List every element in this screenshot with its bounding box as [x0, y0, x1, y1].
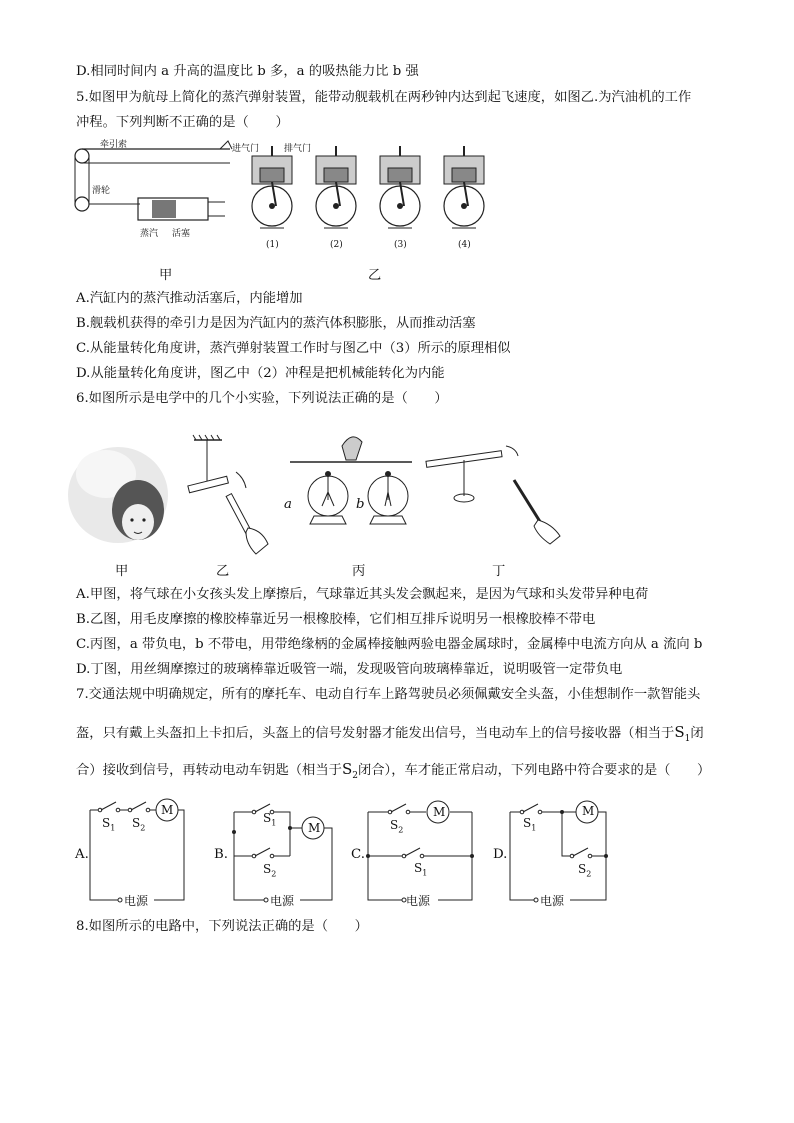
circuit-d-motor: M: [582, 804, 595, 818]
pulley-label: 滑轮: [92, 186, 111, 196]
q5-caption-yi: 乙: [368, 268, 382, 283]
circuit-a-s1: $S_1$: [102, 816, 116, 833]
q7-stem-line2: [76, 722, 704, 749]
q6-caption-jia: 甲: [115, 564, 129, 579]
q7-stem-line3: [76, 759, 710, 786]
q6-stem: 6.如图所示是电学中的几个小实验，下列说法正确的是（ ）: [76, 391, 448, 406]
steam-label: 蒸汽: [140, 229, 159, 239]
q7-stem-line1: 7.交通法规中明确规定，所有的摩托车、电动自行车上路驾驶员必须佩戴安全头盔，小佳想制作一款智能头: [76, 687, 701, 702]
q6-figure-ding: [422, 440, 572, 550]
q6-figure-yi: [180, 432, 280, 557]
piston-label: 活塞: [172, 229, 191, 239]
q8-stem: 8.如图所示的电路中，下列说法正确的是（ ）: [76, 919, 368, 934]
q4-option-d: D.相同时间内 a 升高的温度比 b 多，a 的吸热能力比 b 强: [76, 64, 419, 79]
q7-stem-s2: $S_2$: [341, 760, 358, 781]
q7-stem-line2-text: 盔，只有戴上头盔扣上卡扣后，头盔上的信号发射器才能发出信号，当电动车上的信号接收器（相当于: [76, 726, 675, 741]
circuit-d-power: 电源: [540, 894, 565, 908]
intake-valve-label: 进气门: [232, 144, 260, 154]
stroke-4-label: (4): [458, 240, 471, 250]
circuit-b-s1: $S_1$: [263, 811, 277, 828]
q5-caption-jia: 甲: [159, 268, 173, 283]
circuit-d-s1: $S_1$: [523, 816, 537, 833]
stroke-1-label: (1): [266, 240, 279, 250]
q6-option-b: B.乙图，用毛皮摩擦的橡胶棒靠近另一根橡胶棒，它们相互排斥说明另一根橡胶棒不带电: [76, 612, 596, 627]
q6-caption-ding: 丁: [492, 564, 506, 579]
circuit-c-power: 电源: [406, 894, 431, 908]
circuit-c-s2: $S_2$: [390, 818, 404, 835]
q5-option-d: D.从能量转化角度讲，图乙中（2）冲程是把机械能转化为内能: [76, 366, 445, 381]
circuit-b-power: 电源: [270, 894, 295, 908]
circuit-b-s2: $S_2$: [263, 862, 277, 879]
q7-option-b-label: B.: [214, 847, 228, 862]
q5-option-a: A.汽缸内的蒸汽推动活塞后，内能增加: [76, 291, 303, 306]
electroscope-a-label: a: [284, 497, 292, 512]
q6-caption-bing: 丙: [352, 564, 366, 579]
q7-stem-line2-tail: 闭: [690, 726, 704, 741]
q5-stem-line1: 5.如图甲为航母上简化的蒸汽弹射装置，能带动舰载机在两秒钟内达到起飞速度，如图乙.为汽油机的工作: [76, 90, 692, 105]
circuit-c-s1: $S_1$: [414, 861, 428, 878]
circuit-a-power: 电源: [124, 894, 149, 908]
circuit-a-motor: M: [161, 803, 174, 817]
circuit-a-s2: $S_2$: [132, 816, 146, 833]
circuit-b-motor: M: [308, 821, 321, 835]
circuit-c-motor: M: [433, 805, 446, 819]
electroscope-b-label: b: [356, 497, 365, 512]
exhaust-valve-label: 排气门: [284, 144, 312, 154]
q5-option-b: B.舰载机获得的牵引力是因为汽缸内的蒸汽体积膨胀，从而推动活塞: [76, 316, 476, 331]
q7-stem-line3-tail: 闭合），车才能正常启动，下列电路中符合要求的是（ ）: [357, 763, 711, 778]
q7-option-c-label: C.: [351, 847, 365, 862]
q6-option-a: A.甲图，将气球在小女孩头发上摩擦后，气球靠近其头发会飘起来，是因为气球和头发带异种电荷: [76, 587, 649, 602]
q7-option-a-label: A.: [75, 847, 89, 862]
traction-label: 牵引索: [100, 140, 128, 150]
q6-figure-jia: [66, 440, 176, 550]
q6-option-d: D.丁图，用丝绸摩擦过的玻璃棒靠近吸管一端，发现吸管向玻璃棒靠近，说明吸管一定带负电: [76, 662, 623, 677]
stroke-3-label: (3): [394, 240, 407, 250]
q5-stem-line2: 冲程。下列判断不正确的是（ ）: [76, 115, 289, 130]
q6-caption-yi: 乙: [216, 564, 230, 579]
circuit-d-s2: $S_2$: [578, 862, 592, 879]
stroke-2-label: (2): [330, 240, 343, 250]
q6-figure-bing: [286, 420, 416, 540]
q7-stem-s1: $S_1$: [674, 723, 691, 744]
q5-option-c: C.从能量转化角度讲，蒸汽弹射装置工作时与图乙中（3）所示的原理相似: [76, 341, 511, 356]
q5-figure-yi: [246, 144, 496, 254]
q6-option-c: C.丙图，a 带负电，b 不带电，用带绝缘柄的金属棒接触两验电器金属球时，金属棒中电流方向从 a 流向 b: [76, 637, 703, 652]
q7-stem-line3-text: 合）接收到信号，再转动电动车钥匙（相当于: [76, 763, 342, 778]
q7-option-d-label: D.: [493, 847, 508, 862]
